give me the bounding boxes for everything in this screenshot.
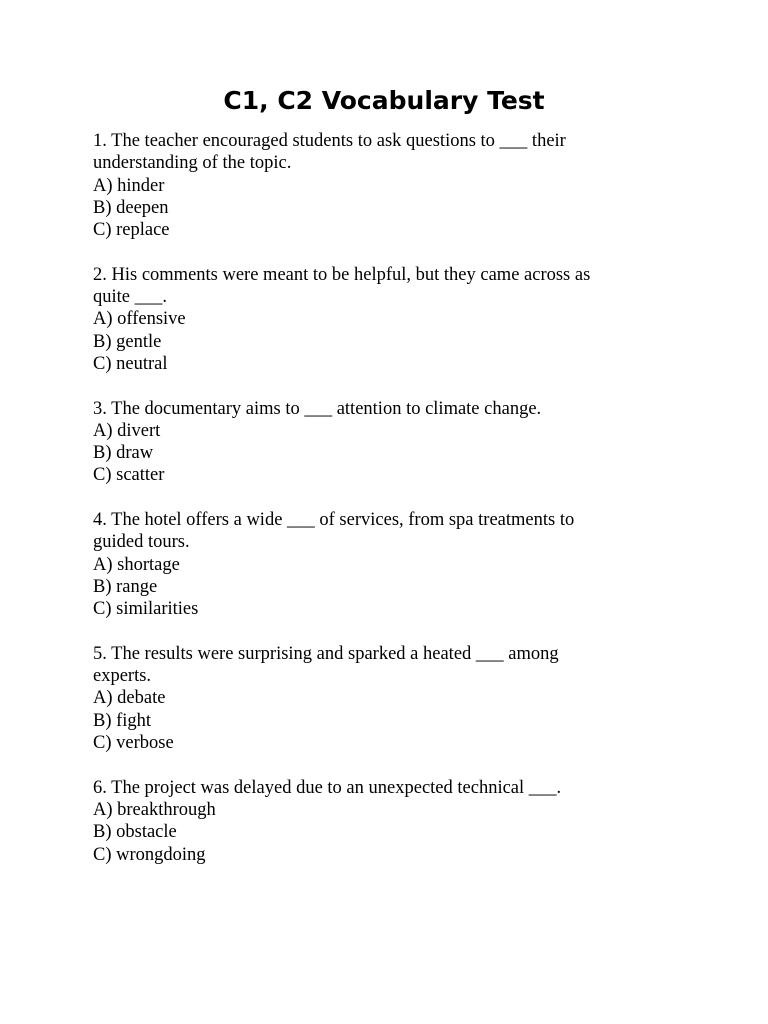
question-text: 3. The documentary aims to ___ attention to climate change. [93,398,542,419]
question-text: 6. The project was delayed due to an unexpected technical ___. [93,777,562,798]
question-text: 2. His comments were meant to be helpful, but they came across as quite ___. [93,264,595,308]
question-3 [93,398,613,487]
page-title: C1, C2 Vocabulary Test [223,86,545,115]
option-a: A) shortage [93,554,180,575]
option-b: B) gentle [93,331,162,352]
option-c: C) similarities [93,599,199,620]
option-a: A) debate [93,688,166,709]
question-5 [93,643,613,754]
question-2 [93,264,613,375]
option-b: B) obstacle [93,822,177,843]
option-b: B) draw [93,443,154,464]
option-b: B) deepen [93,197,169,218]
option-a: A) hinder [93,175,165,196]
option-c: C) replace [93,220,170,241]
question-text: 5. The results were surprising and sparked a heated ___ among experts. [93,643,564,687]
option-c: C) verbose [93,733,174,754]
option-c: C) scatter [93,465,165,486]
question-6 [93,777,613,866]
question-text: 4. The hotel offers a wide ___ of services, from spa treatments to guided tours. [93,510,579,553]
option-c: C) wrongdoing [93,844,206,865]
option-a: A) offensive [93,309,186,330]
option-a: A) breakthrough [93,799,216,820]
question-list [93,130,613,888]
question-4 [93,509,613,620]
option-b: B) fight [93,710,152,731]
option-c: C) neutral [93,353,168,374]
question-1 [93,130,613,241]
option-a: A) divert [93,420,161,441]
question-text: 1. The teacher encouraged students to ask questions to ___ their understanding of the topic. [93,131,571,174]
option-b: B) range [93,576,158,597]
